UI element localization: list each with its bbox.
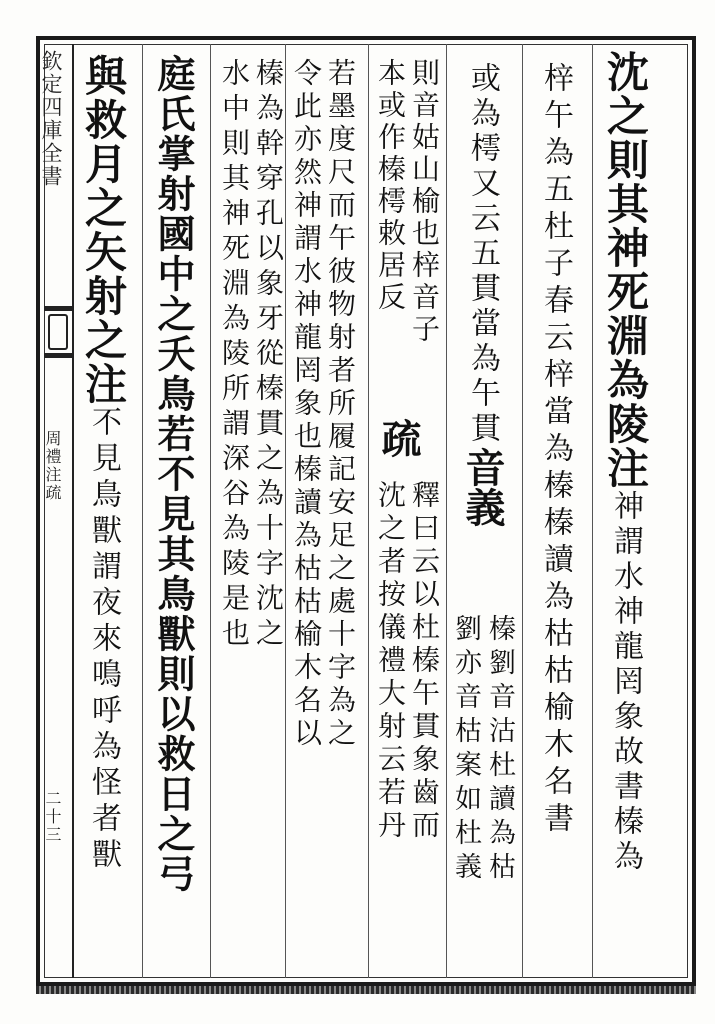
book-title: 欽定四庫全書 [39, 50, 63, 188]
column-rule [446, 44, 447, 978]
commentary-text: 神謂水神龍罔象故書榛為 [608, 490, 643, 875]
text-column-1 [601, 50, 650, 875]
column-rule [522, 44, 523, 978]
main-text: 庭氏掌射國中之夭鳥若不見其鳥獸則以救日之弓 [151, 54, 196, 894]
bottom-border-edge [36, 986, 696, 994]
commentary-text: 或為樗又云五貫當為午貫 [465, 62, 500, 447]
text-column-3 [459, 62, 506, 527]
commentary-text: 梓午為五杜子春云梓當為榛榛讀為枯枯榆木名書 [538, 62, 573, 839]
text-line-4b: 本或作榛樗敕居反 [374, 58, 407, 314]
column-rule [368, 44, 369, 978]
text-column-8 [79, 54, 128, 874]
text-column-7 [151, 54, 196, 894]
column-rule [142, 44, 143, 978]
column-rule [210, 44, 211, 978]
text-column-2 [538, 62, 573, 839]
yinyi-marker: 音義 [459, 447, 506, 527]
column-rule [592, 44, 593, 978]
fish-tail-mark [44, 306, 72, 358]
text-line-5b: 令此亦然神謂水神龍罔象也榛讀為枯枯榆木名以 [290, 58, 323, 751]
text-line-4a: 則音姑山榆也梓音子 [408, 58, 441, 346]
column-rule [285, 44, 286, 978]
shu-marker-wrap [375, 418, 422, 458]
shu-marker: 疏 [375, 418, 422, 458]
text-line-5a: 若墨度尺而午彼物射者所履記安足之處十字為之 [324, 58, 357, 751]
main-text: 沈之則其神死淵為陵注 [601, 50, 650, 490]
yinyi-note-right: 榛劉音沽杜讀為枯 [484, 614, 515, 886]
text-line-4c: 釋曰云以杜榛午貫象齒而 [408, 480, 441, 843]
text-line-6b: 水中則其神死淵為陵所謂深谷為陵是也 [218, 58, 251, 653]
page-number: 二十三 [43, 790, 62, 844]
main-text: 與救月之矢射之注 [79, 54, 128, 406]
yinyi-note-left: 劉亦音枯案如杜義 [450, 614, 481, 886]
margin-rule [72, 44, 74, 978]
text-line-4d: 沈之者按儀禮大射云若丹 [374, 480, 407, 843]
text-line-6a: 榛為幹穿孔以象牙從榛貫之為十字沈之 [252, 58, 285, 653]
commentary-text: 不見鳥獸謂夜來鳴呼為怪者獸 [86, 406, 121, 874]
work-title: 周禮注疏 [43, 430, 62, 502]
